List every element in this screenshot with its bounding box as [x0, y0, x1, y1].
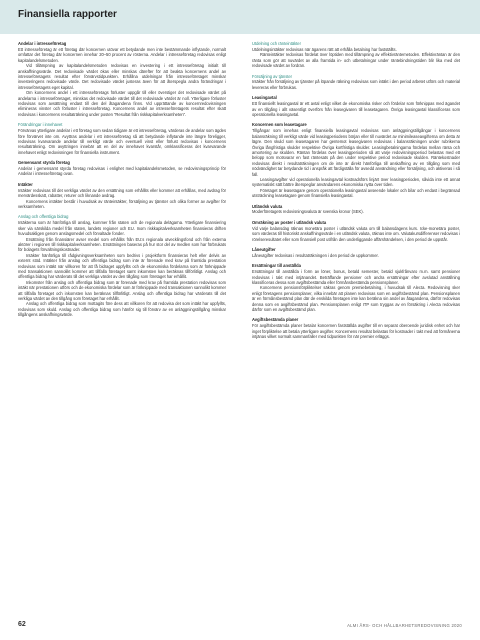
section: [252, 122, 460, 198]
section-heading: Försäljning av tjänster: [252, 73, 293, 79]
paragraph: Koncernens pensionsförpliktelser säkras genom premiebetalning, i huvudsak till Alecta. Redovisning sker enligt företagens pensionsplaner, vilka innebär att planen redovisas som en avgiftsbestämd plan. Pensionsplanen är en förmånsbestämd plan där de enskilda företagen inte kan beräkna sin andel av åtagandena, därför redovisas denna som en avgiftsbestämd plan. Pensionsplanen enligt ITP som tryggas av en försäkring i Alecta redovisas därför som en avgiftsbestämd plan.: [252, 285, 460, 313]
right-text-column: [252, 41, 460, 345]
section-heading: Koncernen som leasetagare: [252, 122, 307, 128]
paragraph: Ett intresseföretag är ett företag där koncernen utövar ett betydande men inte bestämmande inflytande, normalt omfattar det företag där koncernen innehar 20–50 procent av rösterna. Andelar i intresseföretag redovisas enligt kapitalandelsmetoden.: [18, 46, 226, 63]
paragraph: Företaget är leasetagare genom operationella leasingavtal avseende lokaler och bilar och endast i begränsad utsträckning leasetagare genom finansiella leasingavtal.: [252, 187, 460, 199]
section-heading: Låneutgifter: [252, 247, 276, 252]
section-heading: Ersättningar till anställda: [252, 263, 301, 269]
paragraph: Ersättning från finansiärer avser medel som erhållits från EU:s regionala utvecklingsfond och från externa aktörer i regionen till riskkapitalverksamheten. Ersättningen baseras på hur stor del av medlen som har förbrukats för bolagets förvaltningskostnader.: [18, 236, 226, 253]
paragraph: Koncernens intäkter består i huvudsak av ränteintäkter, försäljning av tjänster och olika former av avgifter för verksamheten.: [18, 198, 226, 209]
page-footer: [0, 616, 480, 640]
paragraph: Ett finansiellt leasingavtal är ett avtal enligt vilket de ekonomiska risker och fördelar som förknippas med ägandet av en tillgång i allt väsentligt överförs från leasegivaren till leasetagaren. Övriga leasingavtal klassificeras som operationella leasingavtal.: [252, 101, 460, 117]
paragraph: Vid varje balansdag räknas monetära poster i utländsk valuta om till balansdagens kurs. Icke-monetära poster, som värderas till historiskt anskaffningsvärde i en utländsk valuta, räknas inte om. Valutakursdifferenser redovisas i rörelseresultatet eller som finansiell post utifrån den underliggande affärshändelsen, i den period de uppstår.: [252, 225, 460, 242]
section: [252, 41, 460, 69]
section: [252, 95, 460, 117]
paragraph: Låneutgifter redovisas i resultaträkningen i den period de uppkommer.: [252, 252, 379, 258]
section: [18, 122, 226, 155]
paragraph: Intäkter redovisas till det verkliga värdet av den ersättning som erhållits eller kommer att erhållas, med avdrag för mervärdesskatt, rabatter, returer och liknande avdrag.: [18, 187, 226, 199]
section: [252, 247, 460, 258]
paragraph: Utdelningsintäkter redovisas när ägarens rätt att erhålla betalning har fastställts.: [252, 46, 397, 52]
paragraph: Om koncernens andel i ett intresseföretags förluster uppgår till eller överstiger det redovisade värdet på andelarna i intresseföretaget, minskas det redovisade värdet till det redovisade värdet är noll. Ytterligare förluster redovisas som avsättning endast till den del åtagandena finns. Vid upprättande av koncernredovisningen elimineras vinster och förluster i intresseföretag. Koncernens andel av intresseföretagets resultat efter skatt redovisas i koncernens resultaträkning under posten ”Resultat från riskkapitalverksamheten”.: [18, 90, 226, 117]
section-heading: Omräkning av poster i utländsk valuta: [252, 219, 327, 225]
paragraph: Leasingavgifter vid operationella leasingavtal kostnadsförs linjärt över leasingperioden, såvida inte ett annat systematiskt sätt bättre återspeglar användarens ekonomiska nytta över tiden.: [252, 176, 460, 188]
page-number: 62: [18, 621, 26, 628]
section: [18, 41, 226, 117]
section-heading: Anslag och offentliga bidrag: [18, 214, 69, 220]
paragraph: Moderföretagets redovisningsvaluta är svenska kronor (SEK).: [252, 209, 364, 215]
section: [252, 74, 460, 91]
paragraph: Andelar i gemensamt styrda företag redovisas i enlighet med kapitalandelsmetoden, se redovisningsprincip för Andelar i intresseföretag ovan.: [18, 166, 226, 177]
section: [252, 220, 460, 242]
paragraph: Ränteintäkter redovisas fördelat över löptiden med tillämpning av effektivräntemetoden. Effektivräntan är den ränta som gör att nuvärdet av alla framtida in- och utbetalningar under räntebindningstiden blir lika med det redovisade värdet av fordran.: [252, 52, 460, 69]
paragraph: Inkomster från anslag och offentliga bidrag som är förenade med krav på framtida prestation redovisas som intäkt när prestationen utförs och de ekonomiska fördelar som är förknippade med transaktionen sannolikt kommer att tillfalla företaget och inkomsten kan beräknas tillförlitligt. Anslag och offentliga bidrag har värderats till det verkliga värdet av den tillgång som företaget har erhållit.: [18, 279, 226, 301]
paragraph: Intäkter hänförliga till rådgivningsverksamheten som bedrivs i projektform finansieras helt eller delvis av externt stöd. Intäkter från anslag och offentliga bidrag som inte är förenade med krav på framtida prestation redovisas som intäkt när villkoren för att få bidraget uppfyllts och de ekonomiska fördelarna som är förknippade med transaktionen sannolikt kommer att tillfalla företaget samt inkomsten kan beräknas tillförlitligt. Anslag och offentliga bidrag har värderats till det verkliga värdet av den tillgång som företaget har erhållit.: [18, 252, 226, 280]
paragraph: Ersättningar till anställda i form av löner, bonus, betald semester, betald sjukfrånvaro m.m. samt pensioner redovisas i takt med intjänandet. Beträffande pensioner och andra ersättningar efter avslutad anställning klassificeras dessa som avgiftsbestämda eller förmånsbestämda pensionsplaner.: [252, 269, 460, 286]
section-heading: Intäkter: [18, 181, 33, 187]
paragraph: Intäkterna som är hänförliga till anslag, kommer från staten och de regionala delägarna. Ytterligare finansiering sker via särskilda medel från staten, landets regioner och EU. Inom riskkapitalverksamheten finansieras driften huvudsakligen genom anslagsmedel och förvaltade fonder.: [18, 220, 226, 237]
running-title: ALMI ÅRS- OCH HÅLLBARHETSREDOVISNING 2020: [347, 623, 462, 628]
section-heading: Gemensamt styrda företag: [18, 160, 70, 166]
section-heading: Avgiftsbestämda planer: [252, 317, 299, 323]
section: [252, 317, 460, 339]
paragraph: Intäkter från försäljning av tjänster på löpande räkning redovisas som intäkt i den period arbetet utförs och material levereras eller förbrukas.: [252, 79, 460, 90]
section-heading: Andelar i intresseföretag: [18, 41, 67, 46]
left-text-column: [18, 41, 226, 323]
section: [18, 160, 226, 177]
paragraph: Förvärvas ytterligare andelar i ett företag som sedan tidigare är ett intresseföretag, värderas de andelar som ägdes före förvärvet inte om. Avyttras andelar i ett intresseföretag så att betydande inflytande inte längre föreligger, redovisas kvarvarande andelar till verkligt värde och eventuell vinst eller förlust redovisas i koncernens resultaträkning. Om avyttringen innebär att en del av innehavet kvarstår, omklassificeras det kvarvarande innehavet enligt redovisningen för finansiella instrument.: [18, 128, 226, 155]
section-heading: Utländsk valuta: [252, 203, 283, 209]
paragraph: Anslag och offentliga bidrag som mottagits före dess att villkoren för att redovisa det som intäkt har uppfyllts, redovisas som skuld. Anslag och offentliga bidrag som hänför sig till förvärv av en anläggningstillgång minskar tillgångens anskaffningsvärde.: [18, 301, 226, 318]
page-title: Finansiella rapporter: [18, 9, 117, 20]
section: [252, 204, 460, 215]
page-header-band: [0, 0, 480, 34]
paragraph: Tillgångar som innehas enligt finansiella leasingavtal redovisas som anläggningstillgångar i koncernens balansräkning till verkligt värde vid leasingperiodens början eller till nuvärdet av minimileaseavgifterna om detta är lägre. Den skuld som leasetagaren har gentemot leasegivaren redovisas i balansräkningen under rubrikerna Övriga långfristiga skulder respektive Övriga kortfristiga skulder. Leasingbetalningarna fördelas mellan ränta och amortering av skulden. Räntan fördelas över leasingperioden så att varje redovisningsperiod belastas med ett belopp som motsvarar en fast räntesats på den under respektive period redovisade skulden. Räntekostnader redovisas direkt i resultaträkningen om de inte är direkt hänförliga till anskaffning av en tillgång som med nödvändighet tar betydande tid i anspråk att färdigställa för avsedd användning eller försäljning, och aktiveras i så fall.: [252, 128, 460, 177]
section: [18, 182, 226, 210]
section-heading: Utdelning och ränteintäkter: [252, 41, 301, 46]
section-heading: Förändringar i innehavet: [18, 122, 63, 128]
section: [252, 263, 460, 312]
section: [18, 214, 226, 317]
section-heading: Leasingavtal: [252, 95, 277, 101]
paragraph: Vid tillämpning av kapitalandelsmetoden redovisas en investering i ett intresseföretag initialt till anskaffningsvärde. Det redovisade värdet ökas eller minskas därefter för att beakta koncernens andel av intresseföretagets resultat efter förvärvstidpunkten. Erhållna utdelningar från intresseföretaget minskar investeringens redovisade värde. Det redovisade värdet justeras även för att återspegla andra förändringar i intresseföretagets eget kapital.: [18, 63, 226, 90]
paragraph: För avgiftsbestämda planer betalar koncernen fastställda avgifter till en separat oberoende juridisk enhet och har inget förpliktelse att betala ytterligare avgifter. Koncernens resultat belastas för kostnader i takt med att förmånerna intjänas vilket normalt sammanfaller med tidpunkten för när premier erläggs.: [252, 323, 460, 340]
